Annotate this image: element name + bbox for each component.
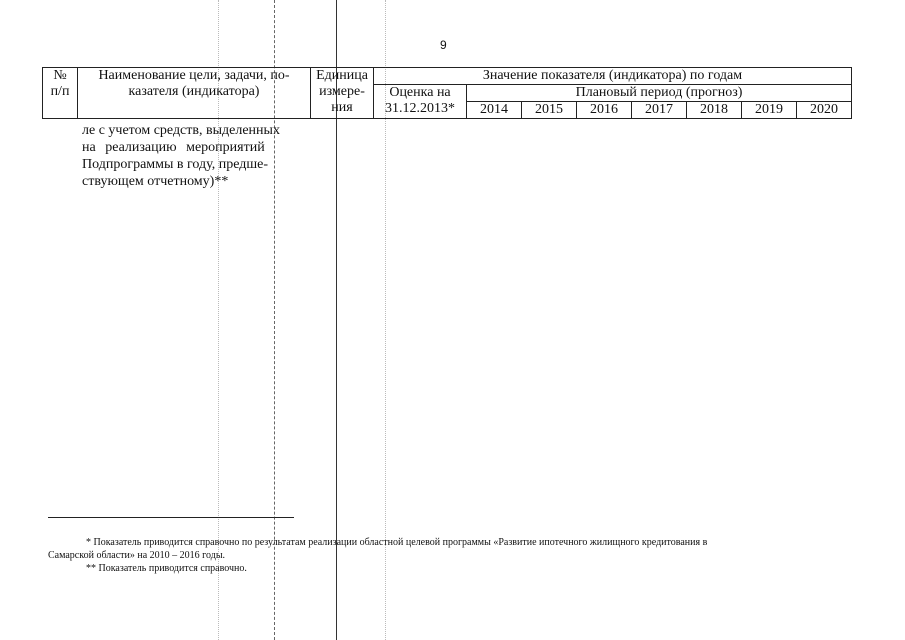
- col-values-header: Значение показателя (индикатора) по годам: [374, 68, 852, 85]
- footnote-2: ** Показатель приводится справочно.: [86, 563, 247, 574]
- indicator-table-header: [42, 67, 852, 119]
- year-cell: 2018: [687, 102, 742, 119]
- year-cell: 2014: [467, 102, 522, 119]
- page-number: 9: [440, 38, 447, 52]
- year-cell: 2017: [632, 102, 687, 119]
- col-unit-header: Единица измере- ния: [311, 68, 374, 119]
- footnote-1-line1: * Показатель приводится справочно по результатам реализации областной целевой программы «Развитие ипотечного жилищного кредитования в: [86, 537, 708, 548]
- col-estimate-header: Оценка на 31.12.2013*: [374, 85, 467, 119]
- year-cell: 2019: [742, 102, 797, 119]
- indicator-description: ле с учетом средств, выделенных на реализацию мероприятий Подпрограммы в году, предше- ствующем отчетному)**: [82, 123, 280, 189]
- year-cell: 2016: [577, 102, 632, 119]
- year-cell: 2020: [797, 102, 852, 119]
- footnote-1-line2: Самарской области» на 2010 – 2016 годы.: [48, 550, 226, 561]
- col-number-header: № п/п: [43, 68, 78, 119]
- col-name-header: Наименование цели, задачи, по- казателя (индикатора): [78, 68, 311, 119]
- footnote-separator: [48, 517, 294, 518]
- year-cell: 2015: [522, 102, 577, 119]
- footnotes: [48, 536, 868, 575]
- col-plan-header: Плановый период (прогноз): [467, 85, 852, 102]
